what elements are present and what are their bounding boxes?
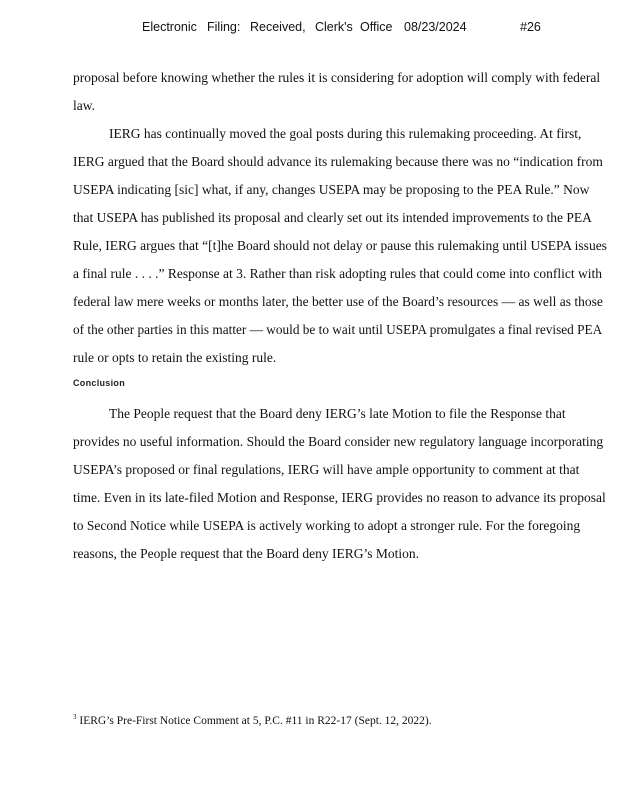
text-line: rule or opts to retain the existing rule.	[73, 350, 277, 365]
section-heading-conclusion: Conclusion	[73, 378, 125, 388]
text-line: law.	[73, 98, 95, 113]
text-line: proposal before knowing whether the rules it is considering for adoption will comply with federal	[73, 70, 601, 85]
text-line: USEPA’s proposed or final regulations, IERG will have ample opportunity to comment at that	[73, 462, 580, 477]
text-line: time. Even in its late-filed Motion and Response, IERG provides no reason to advance its proposal	[73, 490, 606, 505]
header-date: 08/23/2024	[404, 20, 467, 34]
text-line: IERG has continually moved the goal posts during this rulemaking proceeding. At first,	[109, 126, 582, 141]
header-electronic: Electronic	[142, 20, 197, 34]
text-line: reasons, the People request that the Board deny IERG’s Motion.	[73, 546, 420, 561]
text-line: that USEPA has published its proposal and clearly set out its intended improvements to the PEA	[73, 210, 592, 225]
text-line: provides no useful information. Should the Board consider new regulatory language incorporating	[73, 434, 604, 449]
filing-header	[0, 20, 618, 38]
text-line: of the other parties in this matter — would be to wait until USEPA promulgates a final revised PEA	[73, 322, 603, 337]
footnote-text: IERG’s Pre-First Notice Comment at 5, P.C. #11 in R22-17 (Sept. 12, 2022).	[79, 714, 432, 727]
text-line: to Second Notice while USEPA is actively working to adopt a stronger rule. For the foregoing	[73, 518, 581, 533]
header-document-number: #26	[520, 20, 541, 34]
text-line: a final rule . . . .” Response at 3. Rather than risk adopting rules that could come into conflict with	[73, 266, 602, 281]
text-line: USEPA indicating [sic] what, if any, changes USEPA may be proposing to the PEA Rule.” Now	[73, 182, 590, 197]
text-line: federal law mere weeks or months later, the better use of the Board’s resources — as well as those	[73, 294, 603, 309]
text-line: Rule, IERG argues that “[t]he Board should not delay or pause this rulemaking until USEPA issues	[73, 238, 607, 253]
footnote-marker: 3	[73, 713, 77, 721]
header-filing: Filing:	[207, 20, 241, 34]
header-clerks: Clerk's	[315, 20, 353, 34]
text-line: The People request that the Board deny IERG’s late Motion to file the Response that	[109, 406, 566, 421]
footnote	[73, 713, 432, 727]
header-office: Office	[360, 20, 393, 34]
header-received: Received,	[250, 20, 306, 34]
text-line: IERG argued that the Board should advance its rulemaking because there was no “indication from	[73, 154, 603, 169]
